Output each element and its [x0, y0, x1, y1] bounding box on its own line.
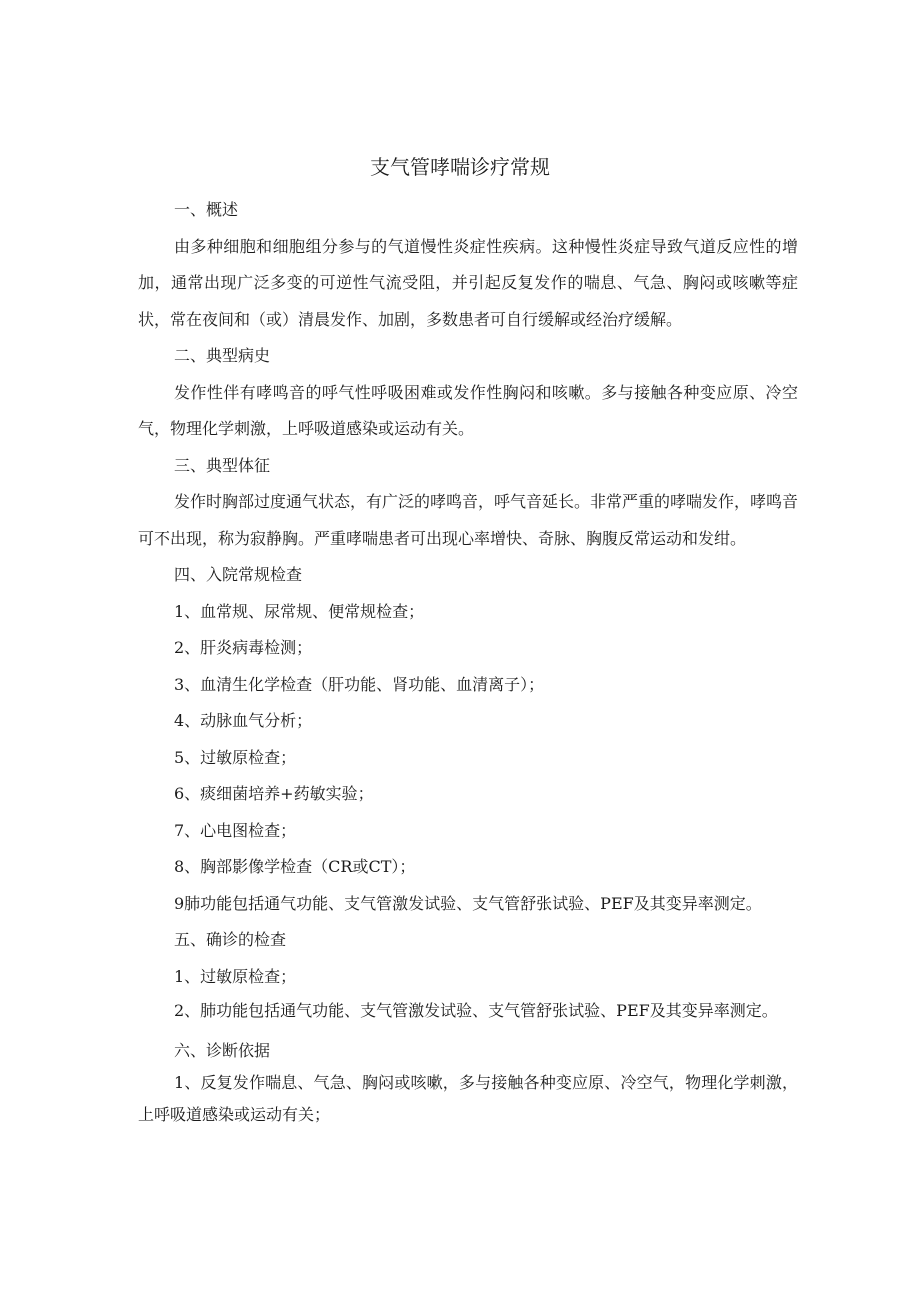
list-item: 5、过敏原检查；: [174, 747, 297, 767]
list-item: 4、动脉血气分析；: [174, 711, 313, 730]
section-heading-history: 二、典型病史: [174, 346, 271, 365]
list-item: 9肺功能包括通气功能、支气管激发试验、支气管舒张试验、PEF及其变异率测定。: [174, 893, 762, 913]
document-title: 支气管哮喘诊疗常规: [370, 155, 550, 179]
list-item: 2、肺功能包括通气功能、支气管激发试验、支气管舒张试验、PEF及其变异率测定。: [174, 1001, 778, 1020]
history-paragraph: 发作性伴有哮鸣音的呼气性呼吸困难或发作性胸闷和咳嗽。多与接触各种变应原、冷空气，物理化学刺激，上呼吸道感染或运动有关。: [138, 382, 798, 438]
list-item: 8、胸部影像学检查（CR或CT）；: [174, 857, 416, 876]
list-item: 7、心电图检查；: [174, 820, 297, 840]
list-item: 1、过敏原检查；: [174, 966, 297, 986]
section-heading-overview: 一、概述: [174, 200, 239, 219]
list-item: 2、肝炎病毒检测；: [174, 638, 313, 657]
section-heading-signs: 三、典型体征: [174, 455, 271, 475]
overview-paragraph: 由多种细胞和细胞组分参与的气道慢性炎症性疾病。这种慢性炎症导致气道反应性的增加，通常出现广泛多变的可逆性气流受阻，并引起反复发作的喘息、气急、胸闷或咳嗽等症状，常在夜间和（或）清晨发作、加剧，多数患者可自行缓解或经治疗缓解。: [138, 236, 798, 329]
document-body: [138, 192, 798, 1131]
section-heading-admission-exams: 四、入院常规检查: [174, 565, 303, 584]
list-item: 1、反复发作喘息、气急、胸闷或咳嗽，多与接触各种变应原、冷空气，物理化学刺激，上呼吸道感染或运动有关；: [138, 1073, 798, 1124]
signs-paragraph: 发作时胸部过度通气状态，有广泛的哮鸣音，呼气音延长。非常严重的哮喘发作，哮鸣音可不出现，称为寂静胸。严重哮喘患者可出现心率增快、奇脉、胸腹反常运动和发绀。: [138, 492, 799, 548]
section-heading-confirmation-exams: 五、确诊的检查: [174, 930, 287, 949]
list-item: 6、痰细菌培养+药敏实验；: [174, 784, 374, 803]
section-heading-diagnosis: 六、诊断依据: [174, 1041, 271, 1060]
list-item: 3、血清生化学检查（肝功能、肾功能、血清离子）；: [174, 674, 545, 694]
list-item: 1、血常规、尿常规、便常规检查；: [174, 601, 425, 621]
